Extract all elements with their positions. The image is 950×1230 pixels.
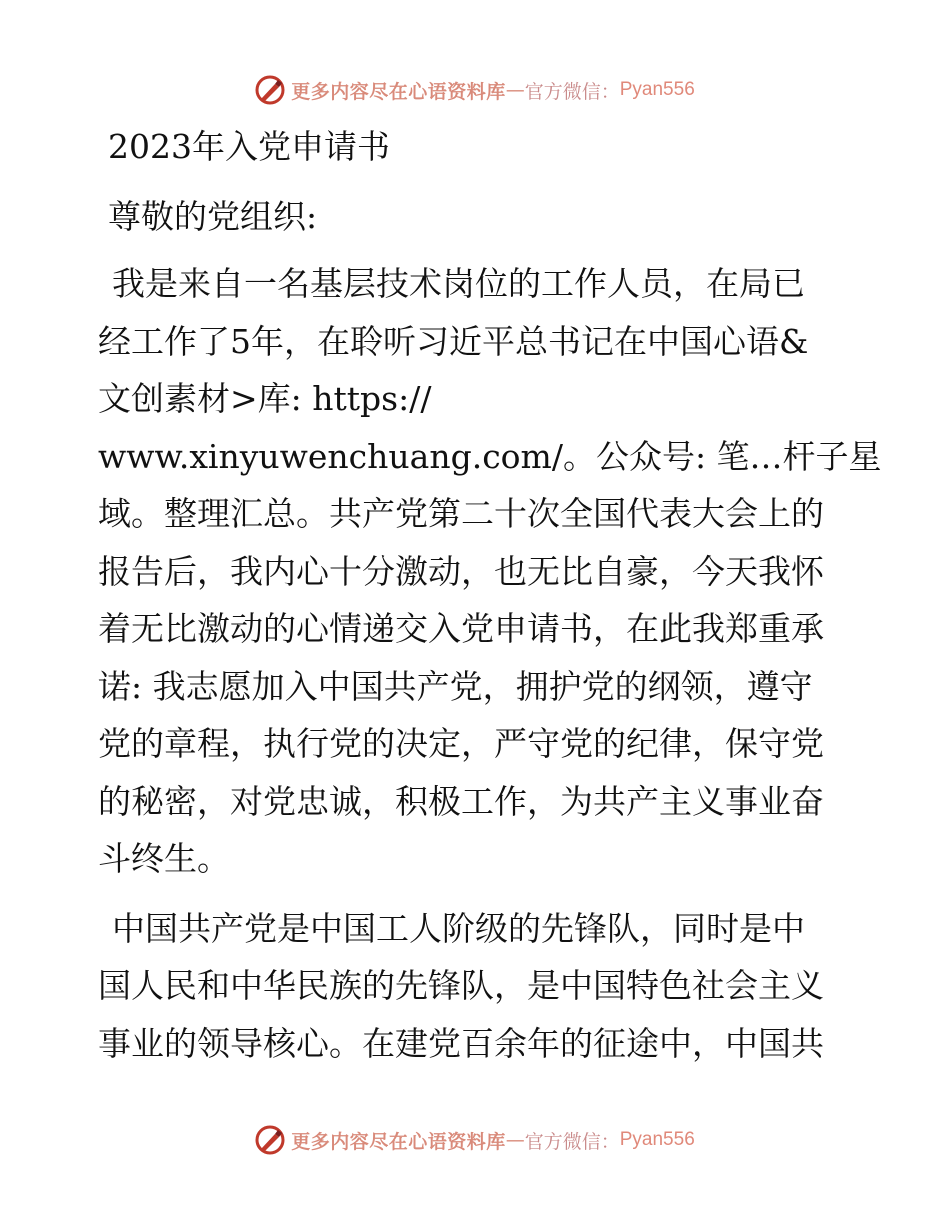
banner-main-text: 更多内容尽在心语资料库 bbox=[291, 1130, 506, 1153]
paragraph-line: 我是来自一名基层技术岗位的工作人员，在局已 bbox=[112, 264, 805, 303]
banner-wechat-handle: Pyan556 bbox=[619, 79, 695, 100]
paragraph-2 bbox=[98, 900, 858, 1073]
paragraph-line: 的秘密，对党忠诚，积极工作，为共产主义事业奋 bbox=[98, 781, 824, 821]
banner-wechat-label: 官方微信： bbox=[524, 80, 620, 103]
banner-main-text: 更多内容尽在心语资料库 bbox=[291, 80, 506, 103]
header-watermark-banner bbox=[0, 70, 950, 110]
paragraph-line: 着无比激动的心情递交入党申请书，在此我郑重承 bbox=[98, 609, 824, 648]
paragraph-line: www.xinyuwenchuang.com/。公众号: 笔…杆子星 bbox=[98, 436, 882, 476]
paragraph-line: 事业的领导核心。在建党百余年的征途中，中国共 bbox=[98, 1023, 824, 1063]
greeting: 尊敬的党组织: bbox=[108, 196, 318, 236]
document-title: 2023年入党申请书 bbox=[108, 127, 390, 166]
banner-wechat-label: 官方微信： bbox=[524, 1130, 620, 1153]
document-body bbox=[98, 118, 882, 1084]
paragraph-line: 域。整理汇总。共产党第二十次全国代表大会上的 bbox=[98, 494, 824, 533]
pen-logo-icon bbox=[255, 75, 285, 105]
paragraph-line: 诺: 我志愿加入中国共产党，拥护党的纲领，遵守 bbox=[98, 666, 813, 706]
paragraph-line: 报告后，我内心十分激动，也无比自豪，今天我怀 bbox=[98, 551, 824, 591]
paragraph-line: 文创素材>库: https:// bbox=[98, 379, 432, 418]
banner-dash: — bbox=[505, 1129, 525, 1151]
paragraph-line: 中国共产党是中国工人阶级的先锋队，同时是中 bbox=[112, 908, 805, 948]
banner-wechat-handle: Pyan556 bbox=[619, 1129, 695, 1150]
paragraph-line: 斗终生。 bbox=[98, 839, 230, 878]
footer-watermark-banner bbox=[0, 1120, 950, 1160]
paragraph-line: 国人民和中华民族的先锋队，是中国特色社会主义 bbox=[98, 966, 824, 1005]
paragraph-1 bbox=[98, 255, 882, 888]
pen-logo-icon bbox=[255, 1125, 285, 1155]
banner-dash: — bbox=[505, 79, 525, 101]
paragraph-line: 党的章程，执行党的决定，严守党的纪律，保守党 bbox=[98, 724, 824, 763]
paragraph-line: 经工作了5年，在聆听习近平总书记在中国心语& bbox=[98, 321, 809, 361]
